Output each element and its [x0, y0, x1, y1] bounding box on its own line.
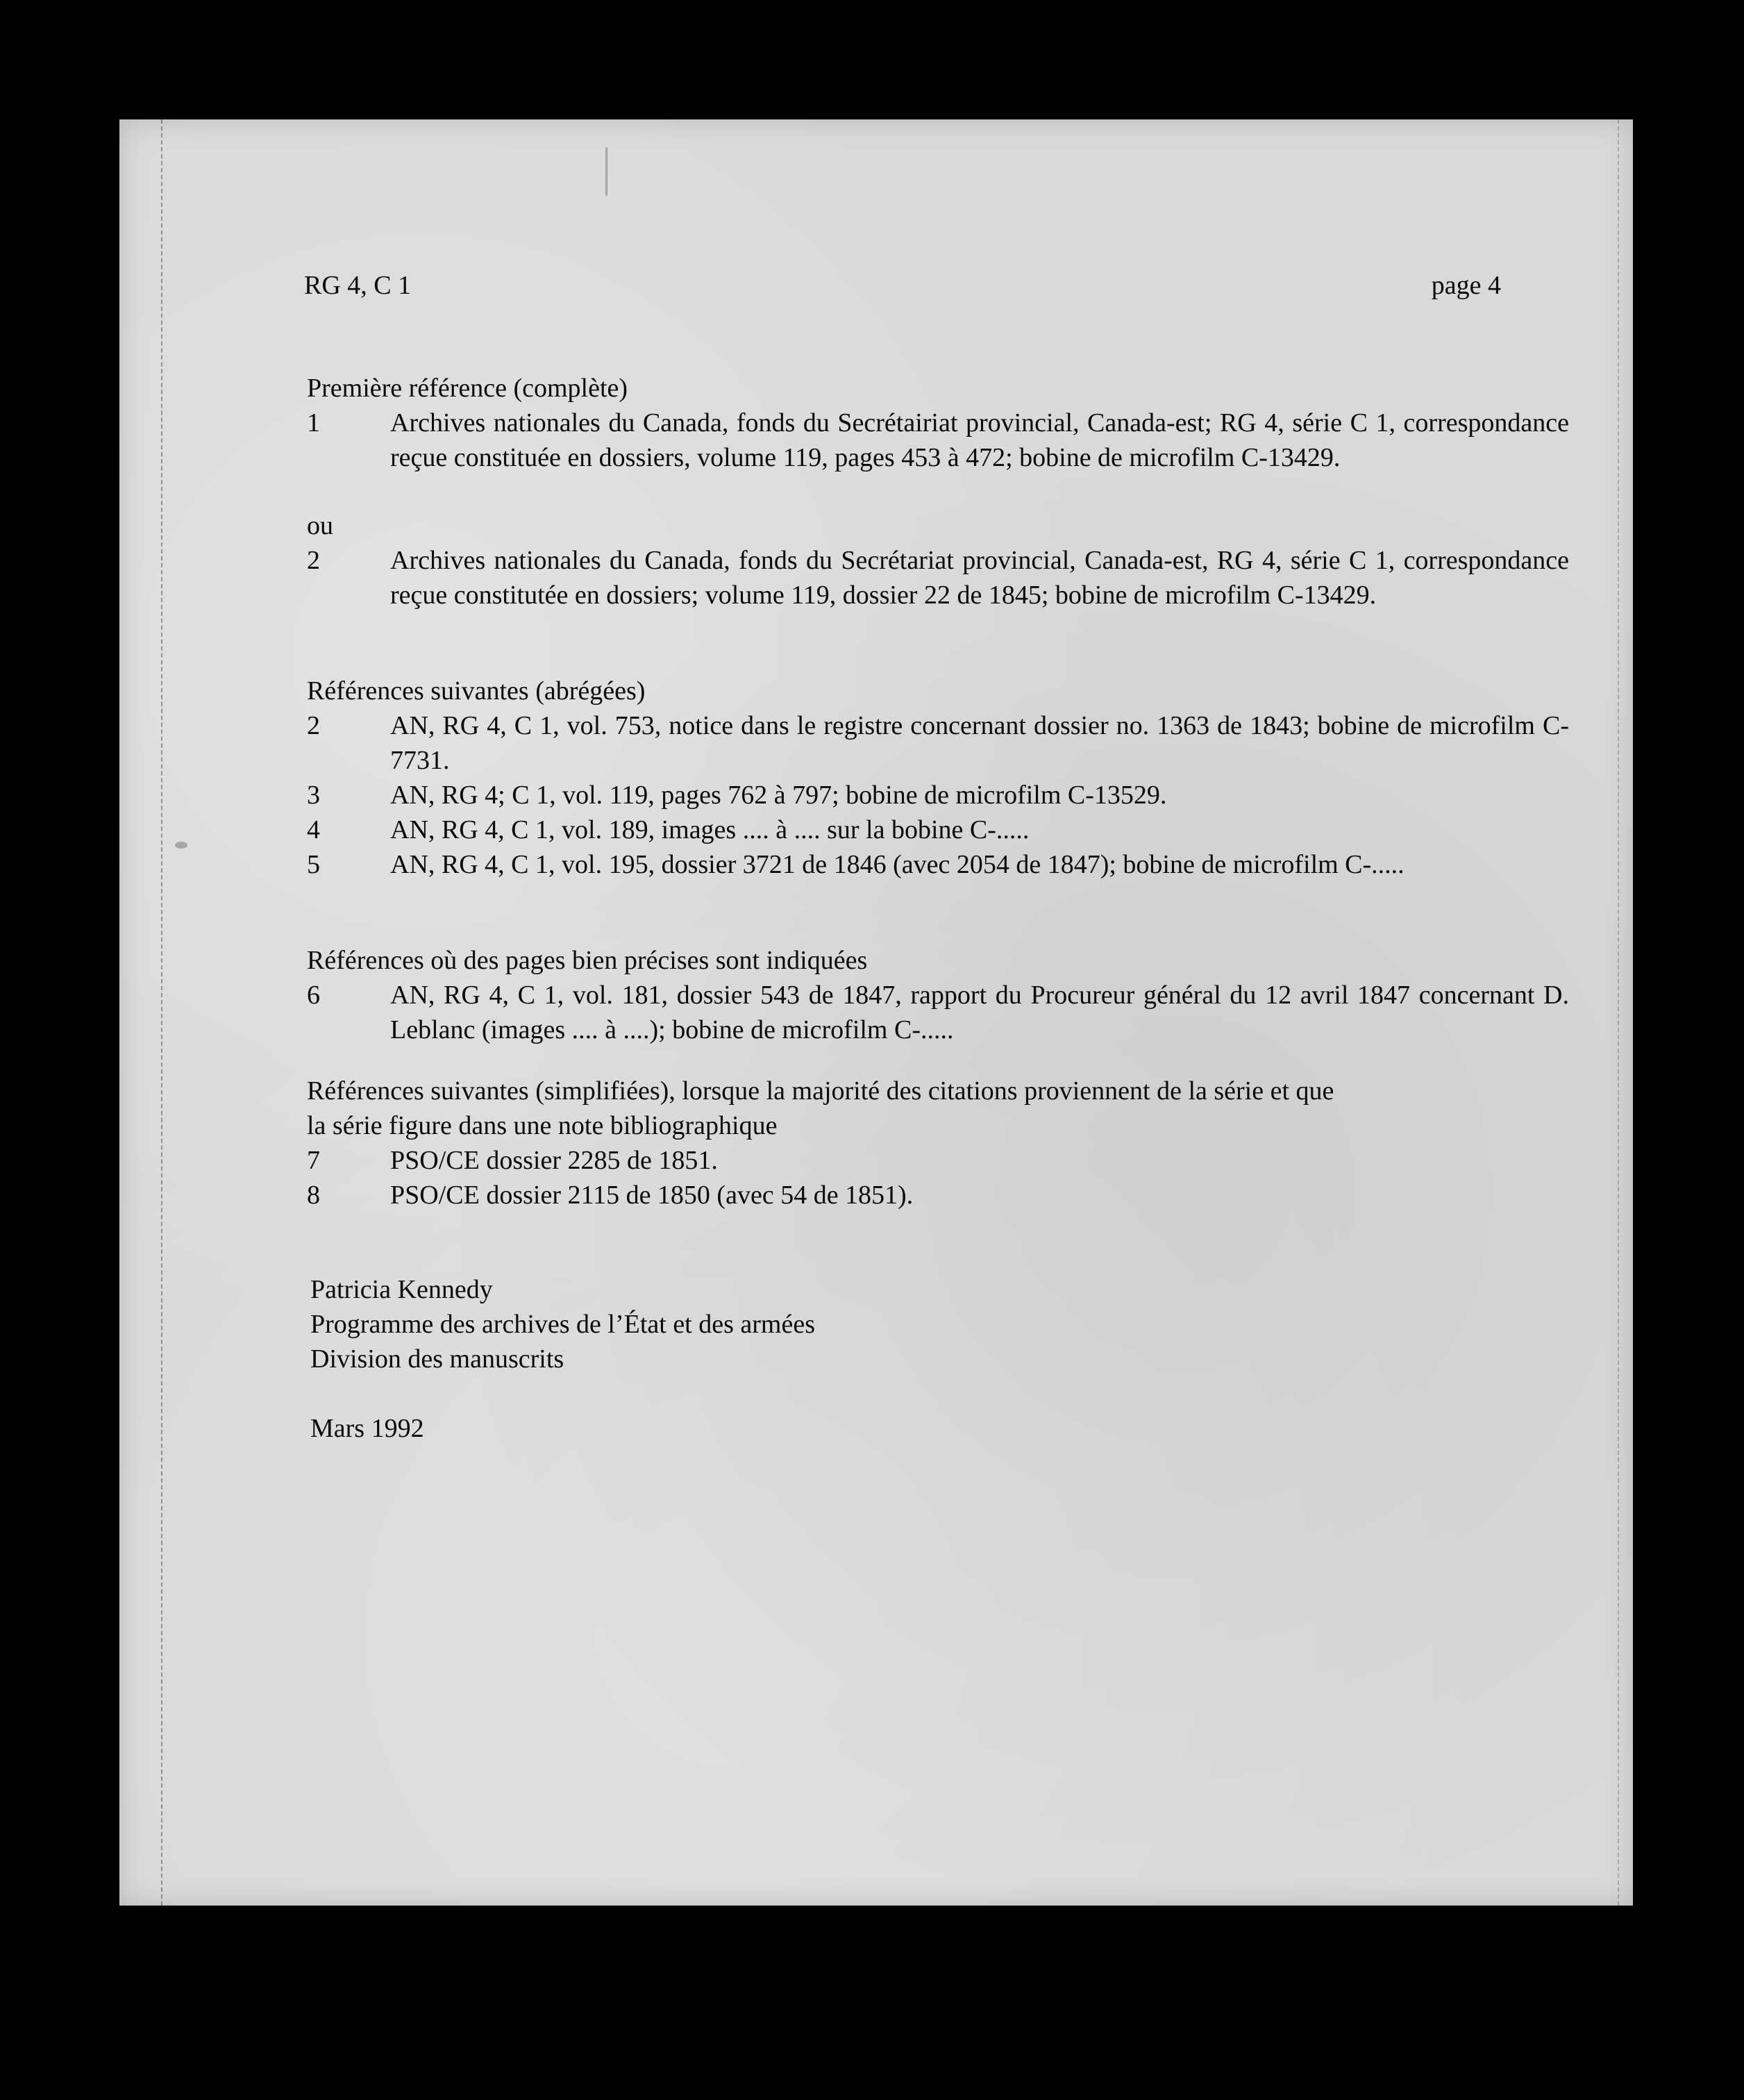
- left-binding-edge: [161, 119, 162, 1906]
- section-title-fourth-line2: la série figure dans une note bibliographique: [307, 1111, 778, 1140]
- entry-text: AN, RG 4, C 1, vol. 181, dossier 543 de 1847, rapport du Procureur général du 12 avril 1847 concernant D. Leblanc (images .... à ....); bobine de microfilm C-.....: [390, 981, 1569, 1044]
- entry-text: AN, RG 4, C 1, vol. 753, notice dans le registre concernant dossier no. 1363 de 1843; bobine de microfilm C-7731.: [390, 711, 1569, 775]
- entry-text: Archives nationales du Canada, fonds du Secrétairiat provincial, Canada-est; RG 4, série C 1, correspondance reçue constituée en dossiers, volume 119, pages 453 à 472; bobine de microfilm C-13429.: [390, 408, 1569, 472]
- list-item: [307, 778, 1570, 812]
- page-number: page 4: [1431, 271, 1501, 300]
- entry-number: 1: [307, 408, 320, 438]
- list-item: [307, 1178, 1570, 1212]
- document-date: Mars 1992: [310, 1414, 424, 1443]
- section-title-second: Références suivantes (abrégées): [307, 676, 646, 706]
- right-page-edge: [1618, 119, 1619, 1906]
- entry-number: 2: [307, 546, 320, 575]
- list-item: [307, 543, 1570, 647]
- entry-text: PSO/CE dossier 2115 de 1850 (avec 54 de 1851).: [390, 1181, 914, 1210]
- list-item: [307, 847, 1570, 917]
- scan-artifact: [605, 147, 607, 196]
- entry-number: 8: [307, 1181, 320, 1210]
- document-page: [119, 119, 1633, 1906]
- section-title-third: Références où des pages bien précises sont indiquées: [307, 946, 868, 975]
- separator-or: ou: [307, 511, 333, 540]
- entry-text: AN, RG 4, C 1, vol. 189, images .... à .... sur la bobine C-.....: [390, 815, 1030, 844]
- entry-number: 7: [307, 1146, 320, 1175]
- list-item: [307, 1143, 1570, 1178]
- author-name: Patricia Kennedy: [310, 1275, 493, 1304]
- section-title-fourth-line1: Références suivantes (simplifiées), lorsque la majorité des citations proviennent de la série et que: [307, 1076, 1334, 1106]
- entry-number: 4: [307, 815, 320, 844]
- entry-text: Archives nationales du Canada, fonds du Secrétariat provincial, Canada-est, RG 4, série C 1, correspondance reçue constitutée en dossiers; volume 119, dossier 22 de 1845; bobine de microfilm C-13429.: [390, 546, 1569, 610]
- list-item: [307, 406, 1570, 510]
- author-division: Division des manuscrits: [310, 1344, 564, 1374]
- entry-number: 2: [307, 711, 320, 740]
- entry-number: 6: [307, 981, 320, 1010]
- entry-text: AN, RG 4; C 1, vol. 119, pages 762 à 797; bobine de microfilm C-13529.: [390, 781, 1167, 810]
- author-program: Programme des archives de l’État et des armées: [310, 1310, 815, 1339]
- list-item: [307, 978, 1570, 1047]
- scan-artifact: [175, 842, 187, 849]
- entry-number: 5: [307, 850, 320, 879]
- list-item: [307, 812, 1570, 847]
- entry-text: PSO/CE dossier 2285 de 1851.: [390, 1146, 718, 1175]
- section-title-first: Première référence (complète): [307, 374, 628, 403]
- list-item: [307, 708, 1570, 778]
- document-reference: RG 4, C 1: [304, 271, 412, 300]
- entry-number: 3: [307, 781, 320, 810]
- entry-text: AN, RG 4, C 1, vol. 195, dossier 3721 de 1846 (avec 2054 de 1847); bobine de microfilm C-.....: [390, 850, 1405, 879]
